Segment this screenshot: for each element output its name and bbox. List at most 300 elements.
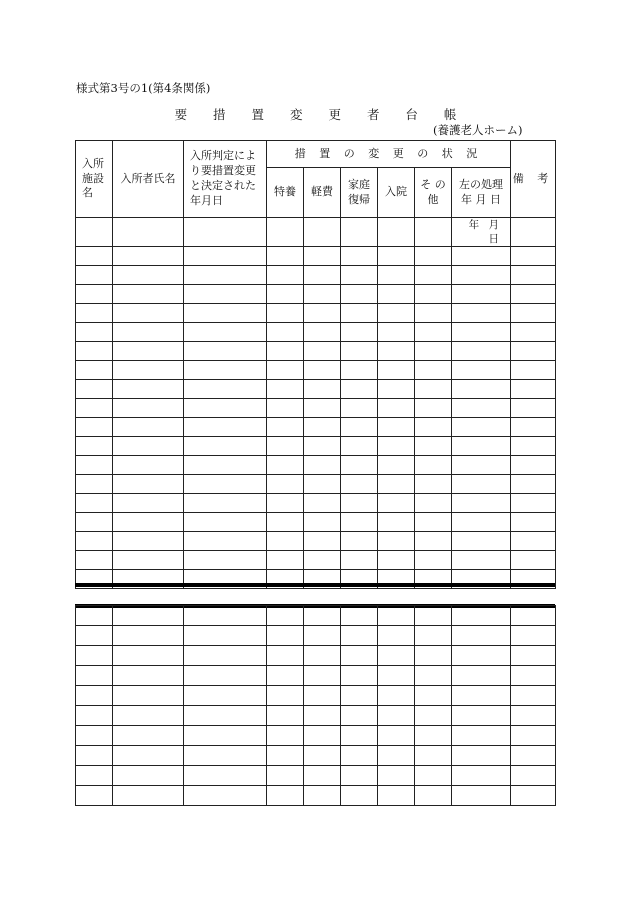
table-row bbox=[76, 456, 556, 475]
table-cell bbox=[341, 323, 378, 342]
table-cell bbox=[452, 786, 511, 806]
table-cell bbox=[304, 532, 341, 551]
table-cell bbox=[184, 606, 267, 626]
table-row bbox=[76, 475, 556, 494]
table-cell bbox=[511, 706, 556, 726]
table-row bbox=[76, 786, 556, 806]
table-cell bbox=[113, 380, 184, 399]
table-cell bbox=[184, 726, 267, 746]
table-cell bbox=[415, 304, 452, 323]
table-row bbox=[76, 606, 556, 626]
table-cell bbox=[452, 746, 511, 766]
table-cell bbox=[267, 342, 304, 361]
table-cell bbox=[415, 456, 452, 475]
table-cell bbox=[76, 646, 113, 666]
table-cell bbox=[267, 726, 304, 746]
table-cell bbox=[267, 606, 304, 626]
table-cell bbox=[341, 342, 378, 361]
table-cell bbox=[184, 686, 267, 706]
table-cell bbox=[267, 475, 304, 494]
table-cell bbox=[76, 746, 113, 766]
table-cell bbox=[76, 606, 113, 626]
table-cell bbox=[452, 551, 511, 570]
table-cell bbox=[113, 513, 184, 532]
table-cell bbox=[184, 786, 267, 806]
table-cell bbox=[184, 247, 267, 266]
table-cell bbox=[267, 380, 304, 399]
table-cell bbox=[304, 247, 341, 266]
table-row bbox=[76, 646, 556, 666]
table-cell bbox=[341, 606, 378, 626]
table-cell bbox=[378, 513, 415, 532]
table-cell bbox=[452, 513, 511, 532]
table-row bbox=[76, 532, 556, 551]
table-cell bbox=[184, 475, 267, 494]
table-cell bbox=[304, 266, 341, 285]
table-cell bbox=[76, 285, 113, 304]
table-cell bbox=[267, 513, 304, 532]
table-row bbox=[76, 266, 556, 285]
table-cell bbox=[184, 646, 267, 666]
table-cell bbox=[415, 418, 452, 437]
table-cell bbox=[378, 304, 415, 323]
table-cell bbox=[415, 766, 452, 786]
table-cell bbox=[113, 456, 184, 475]
table-cell bbox=[184, 494, 267, 513]
table-cell bbox=[378, 706, 415, 726]
table-cell bbox=[76, 532, 113, 551]
table-cell bbox=[113, 266, 184, 285]
table-cell bbox=[76, 706, 113, 726]
table-cell bbox=[304, 475, 341, 494]
processing-date-label: 年 月 日 bbox=[452, 218, 511, 247]
table-cell bbox=[341, 626, 378, 646]
table-cell bbox=[452, 666, 511, 686]
table-cell bbox=[267, 646, 304, 666]
table-cell bbox=[452, 532, 511, 551]
table-cell bbox=[511, 686, 556, 706]
table-cell bbox=[113, 285, 184, 304]
register-table-upper bbox=[75, 140, 556, 589]
table-cell bbox=[184, 551, 267, 570]
table-cell bbox=[113, 247, 184, 266]
table-cell bbox=[113, 666, 184, 686]
table-cell bbox=[184, 706, 267, 726]
table-cell bbox=[267, 666, 304, 686]
table-cell bbox=[113, 475, 184, 494]
table-cell bbox=[76, 418, 113, 437]
table-cell bbox=[76, 399, 113, 418]
table-cell bbox=[378, 766, 415, 786]
table-cell bbox=[76, 686, 113, 706]
table-cell bbox=[378, 437, 415, 456]
table-cell bbox=[452, 437, 511, 456]
table-cell bbox=[415, 475, 452, 494]
table-cell bbox=[267, 437, 304, 456]
table-cell bbox=[415, 606, 452, 626]
table-cell bbox=[511, 342, 556, 361]
table-cell bbox=[452, 726, 511, 746]
table-cell bbox=[267, 626, 304, 646]
header-decision-date: 入所判定によ り要措置変更 と決定された 年月日 bbox=[184, 141, 267, 218]
table-cell bbox=[511, 786, 556, 806]
table-cell bbox=[267, 247, 304, 266]
table-cell bbox=[511, 726, 556, 746]
table-row bbox=[76, 247, 556, 266]
table-cell bbox=[76, 437, 113, 456]
table-cell bbox=[113, 786, 184, 806]
table-cell bbox=[511, 626, 556, 646]
header-processing-date: 左の処理 年 月 日 bbox=[452, 168, 511, 218]
table-cell bbox=[415, 686, 452, 706]
table-cell bbox=[304, 494, 341, 513]
table-row bbox=[76, 323, 556, 342]
table-cell bbox=[341, 686, 378, 706]
table-cell bbox=[304, 285, 341, 304]
table-row bbox=[76, 513, 556, 532]
table-cell bbox=[511, 646, 556, 666]
table-cell bbox=[452, 285, 511, 304]
table-cell bbox=[267, 304, 304, 323]
table-cell bbox=[378, 418, 415, 437]
table-cell bbox=[341, 726, 378, 746]
table-cell bbox=[267, 746, 304, 766]
table-cell bbox=[113, 606, 184, 626]
table-cell bbox=[113, 494, 184, 513]
table-cell bbox=[452, 399, 511, 418]
table-cell bbox=[378, 606, 415, 626]
table-cell bbox=[511, 266, 556, 285]
table-cell bbox=[452, 304, 511, 323]
table-cell bbox=[511, 418, 556, 437]
table-cell bbox=[341, 766, 378, 786]
table-cell bbox=[341, 475, 378, 494]
table-cell bbox=[341, 247, 378, 266]
table-cell bbox=[415, 342, 452, 361]
table-cell bbox=[267, 456, 304, 475]
header-kateifukki: 家庭 復帰 bbox=[341, 168, 378, 218]
table-cell bbox=[304, 513, 341, 532]
table-cell bbox=[113, 437, 184, 456]
header-sonota: そ の 他 bbox=[415, 168, 452, 218]
table-cell bbox=[415, 666, 452, 686]
table-cell bbox=[304, 551, 341, 570]
table-cell bbox=[113, 532, 184, 551]
table-cell bbox=[267, 494, 304, 513]
table-row bbox=[76, 766, 556, 786]
table-cell bbox=[511, 361, 556, 380]
table-cell bbox=[76, 513, 113, 532]
table-cell bbox=[341, 513, 378, 532]
table-cell bbox=[76, 475, 113, 494]
table-cell bbox=[304, 323, 341, 342]
table-cell bbox=[341, 494, 378, 513]
table-cell bbox=[113, 766, 184, 786]
table-cell bbox=[378, 266, 415, 285]
table-cell bbox=[511, 323, 556, 342]
table-row bbox=[76, 666, 556, 686]
table-row bbox=[76, 494, 556, 513]
table-cell bbox=[76, 551, 113, 570]
table-cell bbox=[415, 437, 452, 456]
table-cell bbox=[76, 304, 113, 323]
table-cell bbox=[76, 361, 113, 380]
table-cell bbox=[184, 456, 267, 475]
table-cell bbox=[378, 666, 415, 686]
table-cell bbox=[452, 686, 511, 706]
table-cell bbox=[113, 551, 184, 570]
table-cell bbox=[184, 513, 267, 532]
table-cell bbox=[452, 494, 511, 513]
table-cell bbox=[511, 666, 556, 686]
table-cell bbox=[76, 726, 113, 746]
table-cell bbox=[341, 437, 378, 456]
table-cell bbox=[341, 532, 378, 551]
table-cell bbox=[76, 626, 113, 646]
table-cell bbox=[184, 418, 267, 437]
table-cell bbox=[76, 247, 113, 266]
table-cell bbox=[415, 513, 452, 532]
table-cell bbox=[452, 418, 511, 437]
table-row bbox=[76, 218, 556, 247]
table-cell bbox=[76, 342, 113, 361]
header-nyuin: 入院 bbox=[378, 168, 415, 218]
table-row bbox=[76, 285, 556, 304]
table-cell bbox=[304, 606, 341, 626]
table-cell bbox=[452, 706, 511, 726]
table-cell bbox=[113, 706, 184, 726]
table-cell bbox=[415, 551, 452, 570]
table-cell bbox=[267, 266, 304, 285]
table-cell bbox=[378, 746, 415, 766]
table-cell bbox=[415, 399, 452, 418]
table-cell bbox=[341, 746, 378, 766]
table-cell bbox=[452, 766, 511, 786]
table-cell bbox=[415, 646, 452, 666]
table-cell bbox=[511, 766, 556, 786]
table-cell bbox=[184, 746, 267, 766]
table-cell bbox=[452, 380, 511, 399]
table-cell bbox=[113, 361, 184, 380]
table-cell bbox=[113, 399, 184, 418]
table-cell bbox=[76, 266, 113, 285]
table-cell bbox=[113, 304, 184, 323]
table-cell bbox=[511, 437, 556, 456]
table-cell bbox=[378, 646, 415, 666]
table-cell bbox=[184, 399, 267, 418]
table-cell bbox=[113, 626, 184, 646]
subtitle: (養護老人ホーム) bbox=[433, 123, 523, 137]
table-cell bbox=[341, 399, 378, 418]
table-cell bbox=[304, 456, 341, 475]
table-cell bbox=[511, 399, 556, 418]
table-cell bbox=[511, 746, 556, 766]
table-cell bbox=[511, 551, 556, 570]
table-cell bbox=[113, 746, 184, 766]
table-cell bbox=[267, 532, 304, 551]
table-cell bbox=[415, 266, 452, 285]
table-cell bbox=[304, 726, 341, 746]
table-cell bbox=[113, 342, 184, 361]
table-cell bbox=[184, 285, 267, 304]
table-cell bbox=[304, 399, 341, 418]
table-cell bbox=[304, 380, 341, 399]
table-row bbox=[76, 304, 556, 323]
table-cell bbox=[184, 304, 267, 323]
header-keihi: 軽費 bbox=[304, 168, 341, 218]
table-row bbox=[76, 342, 556, 361]
table-row bbox=[76, 380, 556, 399]
table-cell bbox=[378, 494, 415, 513]
table-cell bbox=[267, 706, 304, 726]
table-cell bbox=[341, 380, 378, 399]
table-cell bbox=[511, 606, 556, 626]
table-cell bbox=[267, 786, 304, 806]
table-cell bbox=[511, 380, 556, 399]
table-cell bbox=[76, 766, 113, 786]
table-cell bbox=[452, 475, 511, 494]
table-cell bbox=[267, 323, 304, 342]
table-cell bbox=[76, 380, 113, 399]
table-cell bbox=[341, 706, 378, 726]
table-cell bbox=[76, 456, 113, 475]
table-cell bbox=[76, 494, 113, 513]
table-cell bbox=[341, 361, 378, 380]
table-break-bottom bbox=[75, 583, 555, 587]
table-cell bbox=[378, 342, 415, 361]
header-resident-name: 入所者氏名 bbox=[113, 141, 184, 218]
table-cell bbox=[415, 247, 452, 266]
table-cell bbox=[341, 304, 378, 323]
table-cell bbox=[341, 786, 378, 806]
table-cell bbox=[76, 323, 113, 342]
page-title: 要 措 置 変 更 者 台 帳 bbox=[174, 107, 468, 122]
table-cell bbox=[511, 532, 556, 551]
table-cell bbox=[113, 323, 184, 342]
table-cell bbox=[378, 626, 415, 646]
table-cell bbox=[415, 706, 452, 726]
table-cell bbox=[113, 418, 184, 437]
table-cell bbox=[415, 361, 452, 380]
table-row bbox=[76, 746, 556, 766]
table-cell bbox=[452, 342, 511, 361]
register-table-lower bbox=[75, 605, 556, 806]
table-cell bbox=[378, 456, 415, 475]
table-cell bbox=[267, 686, 304, 706]
header-facility-name: 入所 施設 名 bbox=[76, 141, 113, 218]
table-cell bbox=[378, 285, 415, 304]
table-cell bbox=[267, 285, 304, 304]
table-cell bbox=[304, 342, 341, 361]
table-cell bbox=[304, 706, 341, 726]
table-cell bbox=[378, 532, 415, 551]
table-cell bbox=[341, 266, 378, 285]
table-row bbox=[76, 726, 556, 746]
table-cell bbox=[267, 361, 304, 380]
table-cell bbox=[452, 361, 511, 380]
table-cell bbox=[378, 361, 415, 380]
table-cell bbox=[341, 646, 378, 666]
table-row bbox=[76, 686, 556, 706]
header-tokuyo: 特養 bbox=[267, 168, 304, 218]
table-cell bbox=[378, 686, 415, 706]
table-cell bbox=[511, 513, 556, 532]
table-cell bbox=[415, 285, 452, 304]
table-cell bbox=[341, 666, 378, 686]
table-cell bbox=[304, 304, 341, 323]
table-row bbox=[76, 626, 556, 646]
table-cell bbox=[113, 726, 184, 746]
table-cell bbox=[378, 323, 415, 342]
table-cell bbox=[76, 666, 113, 686]
form-label: 様式第3号の1(第4条関係) bbox=[76, 81, 211, 95]
table-cell bbox=[184, 532, 267, 551]
table-cell bbox=[304, 646, 341, 666]
table-row bbox=[76, 418, 556, 437]
table-cell bbox=[378, 786, 415, 806]
table-cell bbox=[415, 323, 452, 342]
table-cell bbox=[184, 666, 267, 686]
table-cell bbox=[452, 323, 511, 342]
table-cell bbox=[378, 551, 415, 570]
table-cell bbox=[267, 766, 304, 786]
table-cell bbox=[378, 380, 415, 399]
table-cell bbox=[113, 686, 184, 706]
table-row bbox=[76, 399, 556, 418]
table-cell bbox=[184, 626, 267, 646]
table-cell bbox=[511, 494, 556, 513]
table-cell bbox=[304, 437, 341, 456]
table-cell bbox=[378, 726, 415, 746]
table-cell bbox=[304, 766, 341, 786]
table-cell bbox=[184, 361, 267, 380]
table-cell bbox=[184, 266, 267, 285]
table-cell bbox=[452, 606, 511, 626]
table-cell bbox=[341, 418, 378, 437]
table-row bbox=[76, 706, 556, 726]
table-cell bbox=[184, 437, 267, 456]
table-cell bbox=[511, 475, 556, 494]
table-cell bbox=[304, 361, 341, 380]
table-cell bbox=[452, 266, 511, 285]
table-row bbox=[76, 437, 556, 456]
table-cell bbox=[452, 646, 511, 666]
table-cell bbox=[415, 726, 452, 746]
table-cell bbox=[415, 626, 452, 646]
header-status-group: 措 置 の 変 更 の 状 況 bbox=[267, 141, 511, 168]
table-cell bbox=[304, 786, 341, 806]
table-cell bbox=[304, 686, 341, 706]
table-cell bbox=[184, 380, 267, 399]
table-cell bbox=[511, 304, 556, 323]
table-cell bbox=[511, 285, 556, 304]
table-cell bbox=[415, 380, 452, 399]
table-cell bbox=[378, 475, 415, 494]
table-cell bbox=[76, 786, 113, 806]
table-cell bbox=[341, 456, 378, 475]
table-cell bbox=[415, 532, 452, 551]
table-cell bbox=[304, 746, 341, 766]
table-cell bbox=[113, 646, 184, 666]
table-cell bbox=[415, 746, 452, 766]
table-cell bbox=[304, 418, 341, 437]
table-cell bbox=[267, 418, 304, 437]
header-remarks: 備 考 bbox=[511, 141, 556, 218]
table-cell bbox=[415, 494, 452, 513]
table-cell bbox=[452, 456, 511, 475]
table-row bbox=[76, 551, 556, 570]
table-cell bbox=[304, 626, 341, 646]
